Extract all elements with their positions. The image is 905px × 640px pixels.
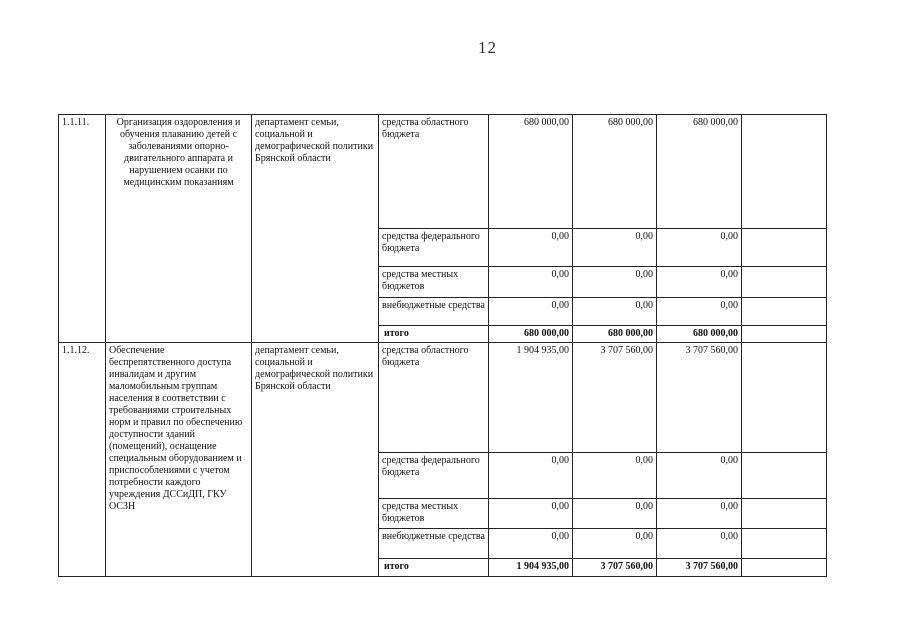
value-cell: 680 000,00 — [573, 115, 657, 229]
empty-cell — [742, 529, 827, 559]
total-value: 3 707 560,00 — [657, 559, 742, 577]
total-label: итого — [379, 559, 489, 577]
empty-cell — [742, 453, 827, 499]
total-label: итого — [379, 326, 489, 343]
empty-cell — [742, 267, 827, 298]
source-name: внебюджетные средства — [379, 529, 489, 559]
total-value: 680 000,00 — [657, 326, 742, 343]
value-cell: 0,00 — [489, 298, 573, 326]
page-number: 12 — [478, 38, 497, 57]
value-cell: 0,00 — [573, 499, 657, 529]
source-name: средства областного бюджета — [379, 115, 489, 229]
value-cell: 0,00 — [573, 453, 657, 499]
value-cell: 0,00 — [657, 298, 742, 326]
value-cell: 0,00 — [573, 529, 657, 559]
budget-table — [58, 114, 827, 577]
value-cell: 0,00 — [489, 229, 573, 267]
value-cell: 0,00 — [489, 267, 573, 298]
value-cell: 0,00 — [573, 267, 657, 298]
value-cell: 0,00 — [657, 267, 742, 298]
value-cell: 0,00 — [573, 298, 657, 326]
item-name: Организация оздоровления и обучения плаванию детей с заболеваниями опорно-двигательного аппарата и нарушением осанки по медицинским показаниям — [106, 115, 252, 343]
empty-cell — [742, 559, 827, 577]
total-value: 680 000,00 — [489, 326, 573, 343]
empty-cell — [742, 499, 827, 529]
item-code: 1.1.11. — [59, 115, 106, 343]
source-name: средства местных бюджетов — [379, 267, 489, 298]
source-name: средства федерального бюджета — [379, 453, 489, 499]
value-cell: 3 707 560,00 — [657, 343, 742, 453]
item-code: 1.1.12. — [59, 343, 106, 577]
value-cell: 680 000,00 — [489, 115, 573, 229]
value-cell: 0,00 — [573, 229, 657, 267]
table-row — [59, 343, 827, 453]
item-executor: департамент семьи, социальной и демографической политики Брянской области — [252, 343, 379, 577]
empty-cell — [742, 229, 827, 267]
value-cell: 0,00 — [657, 453, 742, 499]
value-cell: 680 000,00 — [657, 115, 742, 229]
source-name: средства федерального бюджета — [379, 229, 489, 267]
value-cell: 0,00 — [489, 499, 573, 529]
empty-cell — [742, 343, 827, 453]
empty-cell — [742, 298, 827, 326]
value-cell: 0,00 — [489, 529, 573, 559]
value-cell: 0,00 — [657, 529, 742, 559]
source-name: средства местных бюджетов — [379, 499, 489, 529]
value-cell: 1 904 935,00 — [489, 343, 573, 453]
item-executor: департамент семьи, социальной и демографической политики Брянской области — [252, 115, 379, 343]
total-value: 1 904 935,00 — [489, 559, 573, 577]
item-name: Обеспечение беспрепятственного доступа инвалидам и другим маломобильным группам населения в соответствии с требованиями строительных норм и правил по обеспечению доступности зданий (помещений), оснащение специальным оборудованием и приспособлениями с учетом потребности каждого учреждения ДССиДП, ГКУ ОСЗН — [106, 343, 252, 577]
empty-cell — [742, 326, 827, 343]
total-value: 680 000,00 — [573, 326, 657, 343]
empty-cell — [742, 115, 827, 229]
total-value: 3 707 560,00 — [573, 559, 657, 577]
value-cell: 0,00 — [489, 453, 573, 499]
value-cell: 0,00 — [657, 229, 742, 267]
source-name: средства областного бюджета — [379, 343, 489, 453]
value-cell: 3 707 560,00 — [573, 343, 657, 453]
table-row — [59, 115, 827, 229]
source-name: внебюджетные средства — [379, 298, 489, 326]
value-cell: 0,00 — [657, 499, 742, 529]
